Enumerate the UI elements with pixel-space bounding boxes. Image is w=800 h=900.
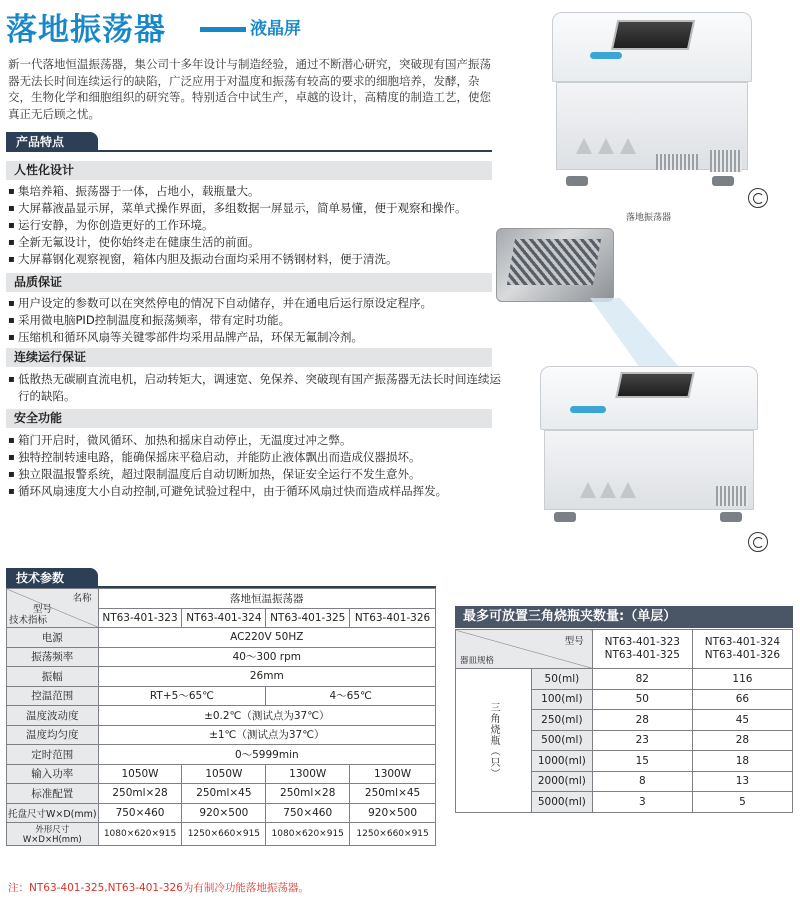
row-label: 控温范围 [7,686,99,706]
feature-group-heading: 品质保证 [6,273,492,292]
observation-window [615,372,695,398]
model-cell: NT63-401-325 [266,608,350,628]
cell: 1250×660×915 [350,823,436,846]
footnote: 注：NT63-401-325,NT63-401-326为有制冷功能落地振荡器。 [8,882,309,894]
table-row [7,803,436,823]
flask-side-label: 三角烧瓶（只） [456,669,532,813]
cell: 250ml×28 [98,784,182,804]
cell: 1050W [98,764,182,784]
size-cell: 250(ml) [532,710,593,731]
intro-paragraph: 新一代落地恒温振荡器，集公司十多年设计与制造经验，通过不断潜心研究，突破现有国产振荡器无法长时间连续运行的缺陷，广泛应用于对温度和振荡有较高的要求的细胞培养，发酵，杂交，生物化学和细胞组织的研究等。特别适合中试生产，卓越的设计，高精度的制造工艺，使您真正无后顾之忧。 [8,57,491,121]
cell: 50 [592,689,692,710]
corner-model: 型号 [564,636,584,647]
flask-table-heading: 最多可放置三角烧瓶夹数量:（单层） [455,606,793,628]
feature-item: ▪ 循环风扇速度大小自动控制,可避免试验过程中，由于循环风扇过快而造成样品挥发。 [8,483,508,500]
feature-item: ▪ 箱门开启时，微风循环、加热和摇床自动停止，无温度过冲之弊。 [8,432,508,449]
feature-item: ▪ 用户设定的参数可以在突然停电的情况下自动储存，并在通电后运行原设定程序。 [8,295,508,312]
cell: 1250×660×915 [182,823,266,846]
page-title: 落地振荡器 [6,12,166,48]
cell: 1300W [350,764,436,784]
machine-foot [554,512,576,522]
model-cell [692,630,792,669]
cell: ±0.2℃（测试点为37℃） [98,706,435,726]
cell: 920×500 [182,803,266,823]
cell: 18 [692,751,792,772]
vent-grille [716,486,748,506]
cell: 26mm [98,667,435,687]
spec-section-header [6,568,436,588]
corner-spec: 器皿规格 [460,656,495,666]
cell: 1080×620×915 [98,823,182,846]
tray-clamps [507,239,601,285]
cell: 4～65℃ [266,686,436,706]
model-label: NT63-401-325 [604,649,680,661]
row-label: 定时范围 [7,745,99,765]
row-label: 振荡频率 [7,647,99,667]
feature-group-heading: 安全功能 [6,409,492,428]
feature-item: ▪ 采用微电脑PID控制温度和振荡频率，带有定时功能。 [8,312,508,329]
size-cell: 500(ml) [532,730,593,751]
row-label: 外形尺寸W×D×H(mm) [7,823,99,846]
size-cell: 2000(ml) [532,771,593,792]
table-row [7,647,436,667]
feature-list [8,183,508,268]
spec-table [6,588,436,846]
feature-item: ▪ 独立限温报警系统，超过限制温度后自动切断加热，保证安全运行不发生意外。 [8,466,508,483]
model-label: NT63-401-323 [604,636,680,648]
corner-index: 技术指标 [9,615,48,626]
cell: 1050W [182,764,266,784]
page-subtitle [200,14,301,39]
row-label: 振幅 [7,667,99,687]
model-cell: NT63-401-324 [182,608,266,628]
shaker-product-image [540,366,758,526]
table-row [456,669,793,690]
cell: 750×460 [266,803,350,823]
spec-corner-cell [7,589,99,628]
lid-handle [570,406,606,413]
feature-item: ▪ 压缩机和循环风扇等关键零部件均采用品牌产品，环保无氟制冷剂。 [8,329,508,346]
table-row [7,725,436,745]
cell: 1300W [266,764,350,784]
flask-icon [576,138,592,154]
product-name-cell: 落地恒温振荡器 [98,589,435,609]
row-label: 输入功率 [7,764,99,784]
title-divider [200,27,246,32]
flask-icon [600,482,616,498]
table-row [7,706,436,726]
cell: 116 [692,669,792,690]
cell: 28 [592,710,692,731]
flask-icon [620,138,636,154]
machine-foot [712,176,734,186]
cell: 15 [592,751,692,772]
row-label: 温度波动度 [7,706,99,726]
corner-model: 型号 [33,604,53,615]
tray-closeup-image [496,228,614,302]
model-cell: NT63-401-326 [350,608,436,628]
cell: 66 [692,689,792,710]
size-cell: 50(ml) [532,669,593,690]
size-cell: 5000(ml) [532,792,593,813]
table-row [7,686,436,706]
cell: 750×460 [98,803,182,823]
cell: ±1℃（测试点为37℃） [98,725,435,745]
features-section-header [6,132,492,152]
lid-handle [590,52,622,59]
rotate-icon [748,188,768,208]
features-heading: 产品特点 [6,132,98,152]
feature-group-heading: 人性化设计 [6,161,492,180]
row-label: 托盘尺寸W×D(mm) [7,803,99,823]
model-cell [592,630,692,669]
model-cell: NT63-401-323 [98,608,182,628]
cell: 82 [592,669,692,690]
cell: 45 [692,710,792,731]
vent-grille [656,154,698,170]
features-heading-rule [6,150,492,152]
table-row [7,745,436,765]
table-row [7,628,436,648]
feature-item: ▪ 低散热无碳刷直流电机，启动转矩大，调速宽、免保养、突破现有国产振荡器无法长时间连续运行的缺陷。 [8,371,508,405]
model-label: NT63-401-326 [704,649,781,661]
feature-item: ▪ 运行安静，为你创造更好的工作环境。 [8,217,508,234]
feature-group-heading: 连续运行保证 [6,348,492,367]
cell: RT+5～65℃ [98,686,266,706]
cell: AC220V 50HZ [98,628,435,648]
feature-list [8,432,508,500]
cell: 5 [692,792,792,813]
table-row [456,630,793,669]
cell: 0～5999min [98,745,435,765]
table-row [7,589,436,609]
feature-item: ▪ 独特控制转速电路，能确保摇床平稳启动，并能防止液体飘出而造成仪器损坏。 [8,449,508,466]
flask-icon [580,482,596,498]
shaker-product-image [552,12,752,187]
cell: 3 [592,792,692,813]
feature-item: ▪ 集培养箱、振荡器于一体，占地小，载瓶量大。 [8,183,508,200]
callout-pointer [560,298,710,368]
flask-icon [598,138,614,154]
size-cell: 100(ml) [532,689,593,710]
vent-grille [710,150,742,172]
flask-count-table [455,629,793,813]
row-label: 温度均匀度 [7,725,99,745]
cell: 8 [592,771,692,792]
table-row [7,667,436,687]
observation-window [611,20,695,50]
machine-foot [720,512,742,522]
image-caption: 落地振荡器 [626,213,672,223]
feature-item: ▪ 大屏幕液晶显示屏，菜单式操作界面，多组数据一屏显示，简单易懂，便于观察和操作。 [8,200,508,217]
feature-item: ▪ 全新无氟设计，使你始终走在健康生活的前面。 [8,234,508,251]
machine-foot [566,176,588,186]
model-label: NT63-401-324 [704,636,781,648]
cell: 28 [692,730,792,751]
cell: 250ml×45 [350,784,436,804]
feature-list [8,295,508,346]
spec-heading: 技术参数 [6,568,98,588]
size-cell: 1000(ml) [532,751,593,772]
cell: 250ml×45 [182,784,266,804]
cell: 1080×620×915 [266,823,350,846]
flask-icon [620,482,636,498]
row-label: 电源 [7,628,99,648]
flask-corner-cell [456,630,593,669]
feature-list [8,371,508,405]
cell: 23 [592,730,692,751]
rotate-icon [748,532,768,552]
table-row [7,823,436,846]
cell: 920×500 [350,803,436,823]
cell: 250ml×28 [266,784,350,804]
row-label: 标准配置 [7,784,99,804]
table-row [7,784,436,804]
corner-name: 名称 [72,593,92,604]
cell: 40～300 rpm [98,647,435,667]
cell: 13 [692,771,792,792]
table-row [7,764,436,784]
feature-item: ▪ 大屏幕钢化观察视窗，箱体内胆及振动台面均采用不锈钢材料，便于清洗。 [8,251,508,268]
page-subtitle-text: 液晶屏 [250,19,301,39]
